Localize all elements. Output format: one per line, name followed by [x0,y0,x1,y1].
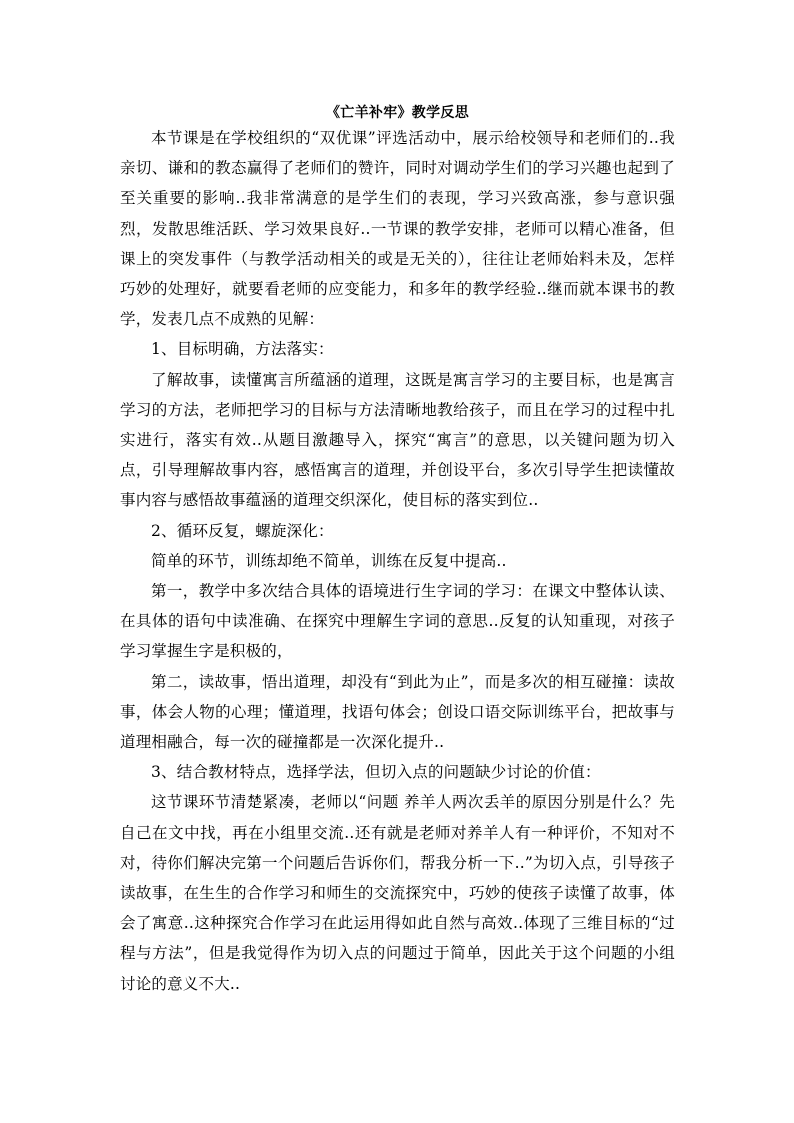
paragraph-point-2-summary: 简单的环节，训练却绝不简单，训练在反复中提高.. [151,551,507,570]
document-body [120,103,675,999]
heading-point-3: 3、结合教材特点，选择学法，但切入点的问题缺少讨论的价值： [151,763,601,782]
paragraph-point-2-second: 第二，读故事，悟出道理，却没有“到此为止”，而是多次的相互碰撞：读故事，体会人物的心理；懂道理，找语句体会；创设口语交际训练平台，把故事与道理相融合，每一次的碰撞都是一次深化提升.. [120,672,675,752]
paragraph-point-3: 这节课环节清楚紧凑，老师以“问题 养羊人两次丢羊的原因分别是什么？先自己在文中找，再在小组里交流..还有就是老师对养羊人有一种评价，不知对不对，待你们解决完第一个问题后告诉你们，帮我分析一下..”为切入点，引导孩子读故事，在生生的合作学习和师生的交流探究中，巧妙的使孩子读懂了故事，体会了寓意..这种探究合作学习在此运用得如此自然与高效..体现了三维目标的“过程与方法”，但是我觉得作为切入点的问题过于简单，因此关于这个问题的小组讨论的意义不大.. [120,793,675,993]
heading-point-1: 1、目标明确，方法落实： [151,340,334,359]
paragraph-point-2-first: 第一，教学中多次结合具体的语境进行生字词的学习：在课文中整体认读、在具体的语句中读准确、在探究中理解生字词的意思..反复的认知重现，对孩子学习掌握生字是积极的， [120,582,675,661]
paragraph-intro: 本节课是在学校组织的“双优课”评选活动中，展示给校领导和老师们的..我亲切、谦和的教态赢得了老师们的赞许，同时对调动学生们的学习兴趣也起到了至关重要的影响..我非常满意的是学生们的表现，学习兴致高涨，参与意识强烈，发散思维活跃、学习效果良好..一节课的教学安排，老师可以精心准备，但课上的突发事件（与教学活动相关的或是无关的），往往让老师始料未及，怎样巧妙的处理好，就要看老师的应变能力，和多年的教学经验..继而就本课书的教学，发表几点不成熟的见解： [120,129,675,329]
heading-point-2: 2、循环反复，螺旋深化： [151,521,334,540]
paragraph-point-1: 了解故事，读懂寓言所蕴涵的道理，这既是寓言学习的主要目标，也是寓言学习的方法，老师把学习的目标与方法清晰地教给孩子，而且在学习的过程中扎实进行，落实有效..从题目激趣导入，探究“寓言”的意思，以关键问题为切入点，引导理解故事内容，感悟寓言的道理，并创设平台，多次引导学生把读懂故事内容与感悟故事蕴涵的道理交织深化，使目标的落实到位.. [120,370,675,510]
document-title: 《亡羊补牢》教学反思 [326,105,469,121]
